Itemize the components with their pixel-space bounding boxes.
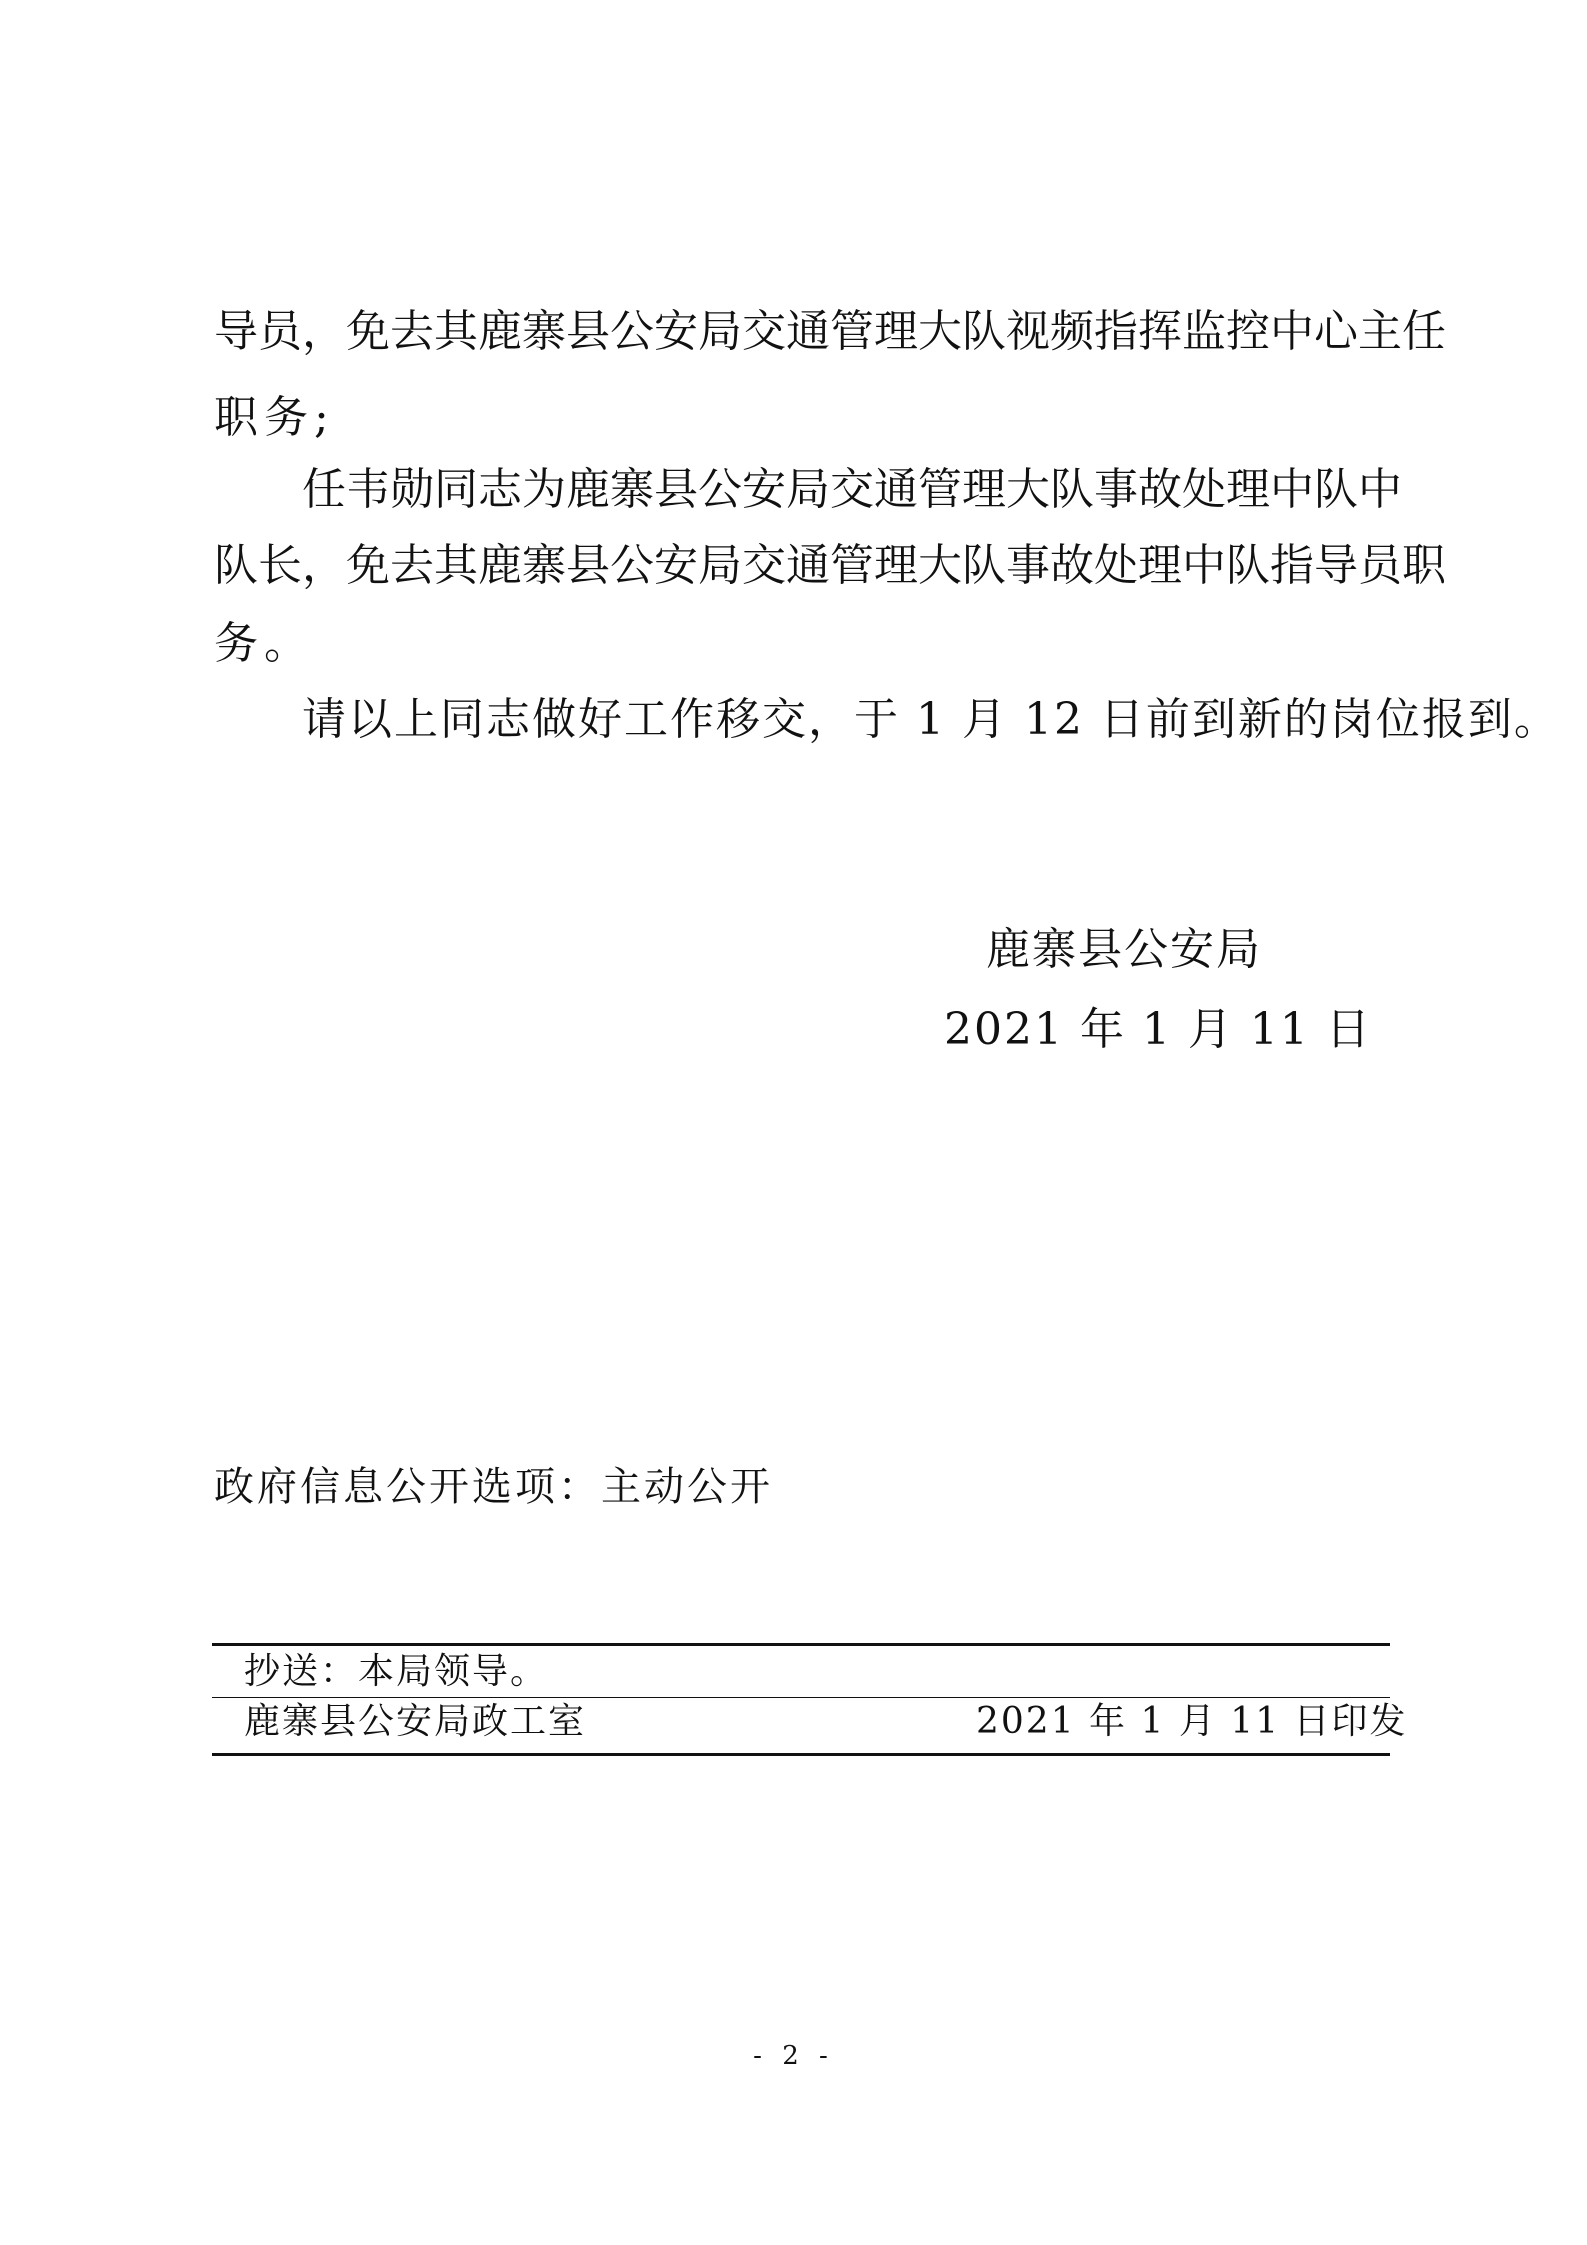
body-line-1: 导员，免去其鹿寨县公安局交通管理大队视频指挥监控中心主任 [214, 306, 1446, 357]
footer-top-rule [212, 1643, 1390, 1646]
footer-bottom-rule [212, 1753, 1390, 1756]
footer-issue-date: 2021 年 1 月 11 日印发 [976, 1701, 1408, 1742]
body-line-6: 请以上同志做好工作移交，于 1 月 12 日前到新的岗位报到。 [302, 694, 1560, 745]
footer-cc: 抄送：本局领导。 [244, 1651, 549, 1692]
footer-issuer: 鹿寨县公安局政工室 [244, 1701, 587, 1742]
disclosure-option: 政府信息公开选项：主动公开 [214, 1464, 773, 1510]
body-line-2: 职务; [214, 392, 335, 443]
signature-organization: 鹿寨县公安局 [986, 924, 1262, 975]
body-line-4: 队长，免去其鹿寨县公安局交通管理大队事故处理中队指导员职 [214, 540, 1446, 591]
body-line-3: 任韦勋同志为鹿寨县公安局交通管理大队事故处理中队中 [302, 464, 1402, 515]
page-number: - 2 - [753, 2041, 834, 2071]
body-line-5: 务。 [214, 618, 314, 669]
signature-date: 2021 年 1 月 11 日 [944, 1004, 1372, 1055]
footer-middle-rule [212, 1697, 1390, 1698]
